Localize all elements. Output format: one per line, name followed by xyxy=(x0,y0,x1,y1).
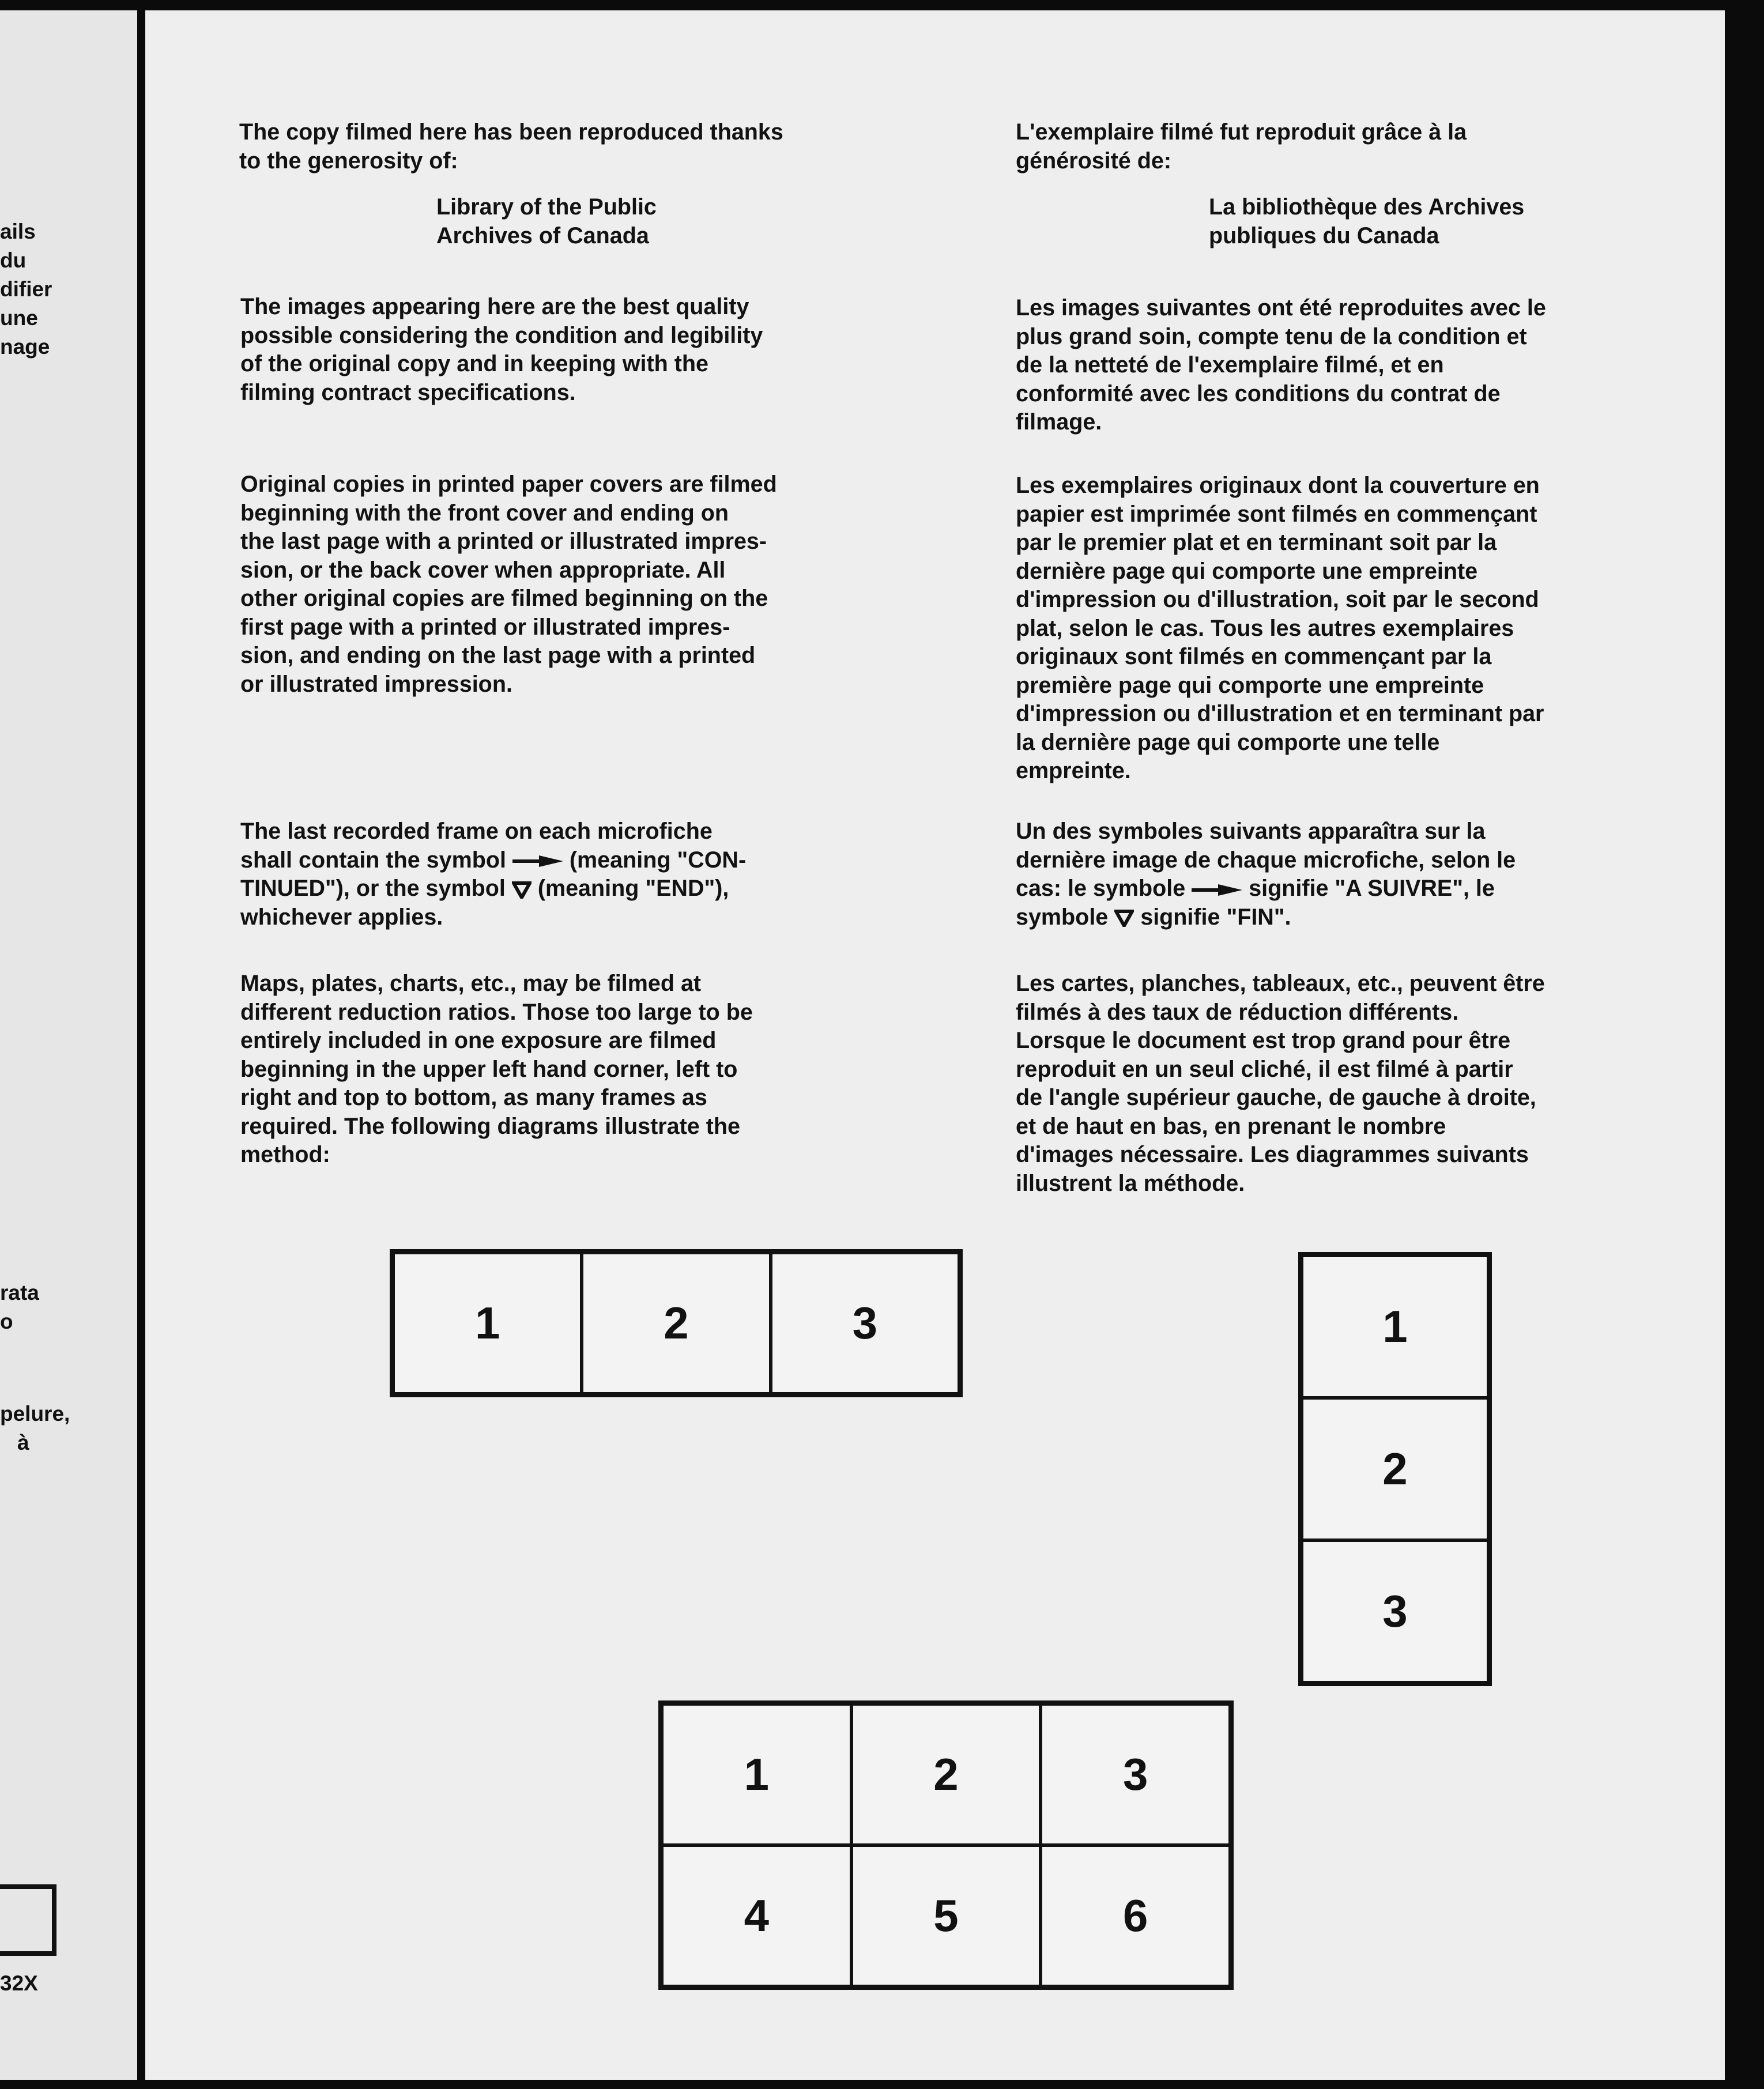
frame-cell: 1 xyxy=(393,1253,582,1394)
frame-cell: 3 xyxy=(1041,1704,1230,1845)
en-original-copies-paragraph: Original copies in printed paper covers are filmed beginning with the front cover and ending on the last page with a printed or illustrated impres- sion, or the back cover when appropriate. All other original copies are filmed beginning on the first page with a printed or illustrated impres- sion, and ending on the last page with a printed or illustrated impression. xyxy=(240,472,777,697)
margin-box xyxy=(0,1884,56,1956)
margin-fragment: une xyxy=(0,306,38,330)
frame-cell: 1 xyxy=(662,1704,851,1845)
frame-cell: 4 xyxy=(662,1845,851,1986)
fr-original-copies-paragraph: Les exemplaires originaux dont la couverture en papier est imprimée sont filmés en commençant par le premier plat et en terminant soit par la dernière page qui comporte une empreinte d'impression ou d'illustration, soit par le second plat, selon le cas. Tous les autres exemplaires originaux sont filmés en commençant par la première page qui comporte une empreinte d'impression ou d'illustration et en terminant par la dernière page qui comporte une telle empreinte. xyxy=(1016,473,1544,783)
margin-fragment: à xyxy=(17,1431,29,1454)
fr-maps-paragraph: Les cartes, planches, tableaux, etc., peuvent être filmés à des taux de réduction différents. Lorsque le document est trop grand pour être reproduit en un seul cliché, il est filmé à partir de l'angle supérieur gauche, de gauche à droite, et de haut en bas, en prenant le nombre d'images nécessaire. Les diagrammes suivants illustrent la méthode. xyxy=(1016,971,1545,1196)
horizontal-frame-diagram xyxy=(390,1249,963,1397)
fr-credit-name: La bibliothèque des Archives publiques du Canada xyxy=(1209,194,1525,248)
frame-cell: 1 xyxy=(1302,1255,1488,1398)
reduction-ratio-label: 32X xyxy=(0,1971,38,1995)
margin-fragment: rata xyxy=(0,1281,39,1304)
margin-fragment: pelure, xyxy=(0,1402,70,1426)
en-quality-paragraph: The images appearing here are the best quality possible considering the condition and legibility of the original copy and in keeping with the filming contract specifications. xyxy=(240,294,763,405)
continued-arrow-icon xyxy=(512,854,563,868)
en-symbols-paragraph: The last recorded frame on each microfiche shall contain the symbol (meaning "CON- TINUED"), or the symbol (meaning "END"), whichever applies. xyxy=(240,819,747,930)
fr-quality-paragraph: Les images suivantes ont été reproduites avec le plus grand soin, compte tenu de la condition et de la netteté de l'exemplaire filmé, et en conformité avec les conditions du contrat de filmage. xyxy=(1016,295,1546,435)
frame-cell: 2 xyxy=(582,1253,770,1394)
margin-fragment: nage xyxy=(0,335,50,359)
en-credit-name: Library of the Public Archives of Canada xyxy=(436,194,657,248)
frame-cell: 3 xyxy=(1302,1540,1488,1683)
frame-cell: 2 xyxy=(1302,1398,1488,1540)
margin-fragment: du xyxy=(0,248,27,272)
end-triangle-icon xyxy=(512,881,532,899)
frame-cell: 6 xyxy=(1041,1845,1230,1986)
fr-credit-intro: L'exemplaire filmé fut reproduit grâce à la générosité de: xyxy=(1016,119,1467,174)
fr-symbols-paragraph: Un des symboles suivants apparaîtra sur la dernière image de chaque microfiche, selon le cas: le symbole signifie "A SUIVRE", le symbole signifie "FIN". xyxy=(1016,819,1516,930)
en-credit-intro: The copy filmed here has been reproduced thanks to the generosity of: xyxy=(239,119,783,174)
vertical-frame-diagram xyxy=(1298,1252,1492,1686)
margin-fragment: difier xyxy=(0,277,52,301)
end-triangle-icon xyxy=(1114,910,1134,927)
frame-cell: 2 xyxy=(851,1704,1041,1845)
grid-frame-diagram xyxy=(658,1700,1234,1990)
margin-fragment: o xyxy=(0,1310,13,1333)
frame-cell: 3 xyxy=(771,1253,959,1394)
en-maps-paragraph: Maps, plates, charts, etc., may be filmed at different reduction ratios. Those too large to be entirely included in one exposure are filmed beginning in the upper left hand corner, left to right and top to bottom, as many frames as required. The following diagrams illustrate the method: xyxy=(240,971,753,1167)
margin-fragment: ails xyxy=(0,220,36,243)
frame-cell: 5 xyxy=(851,1845,1041,1986)
adjacent-page-margin xyxy=(0,10,137,2080)
continued-arrow-icon xyxy=(1192,883,1242,897)
